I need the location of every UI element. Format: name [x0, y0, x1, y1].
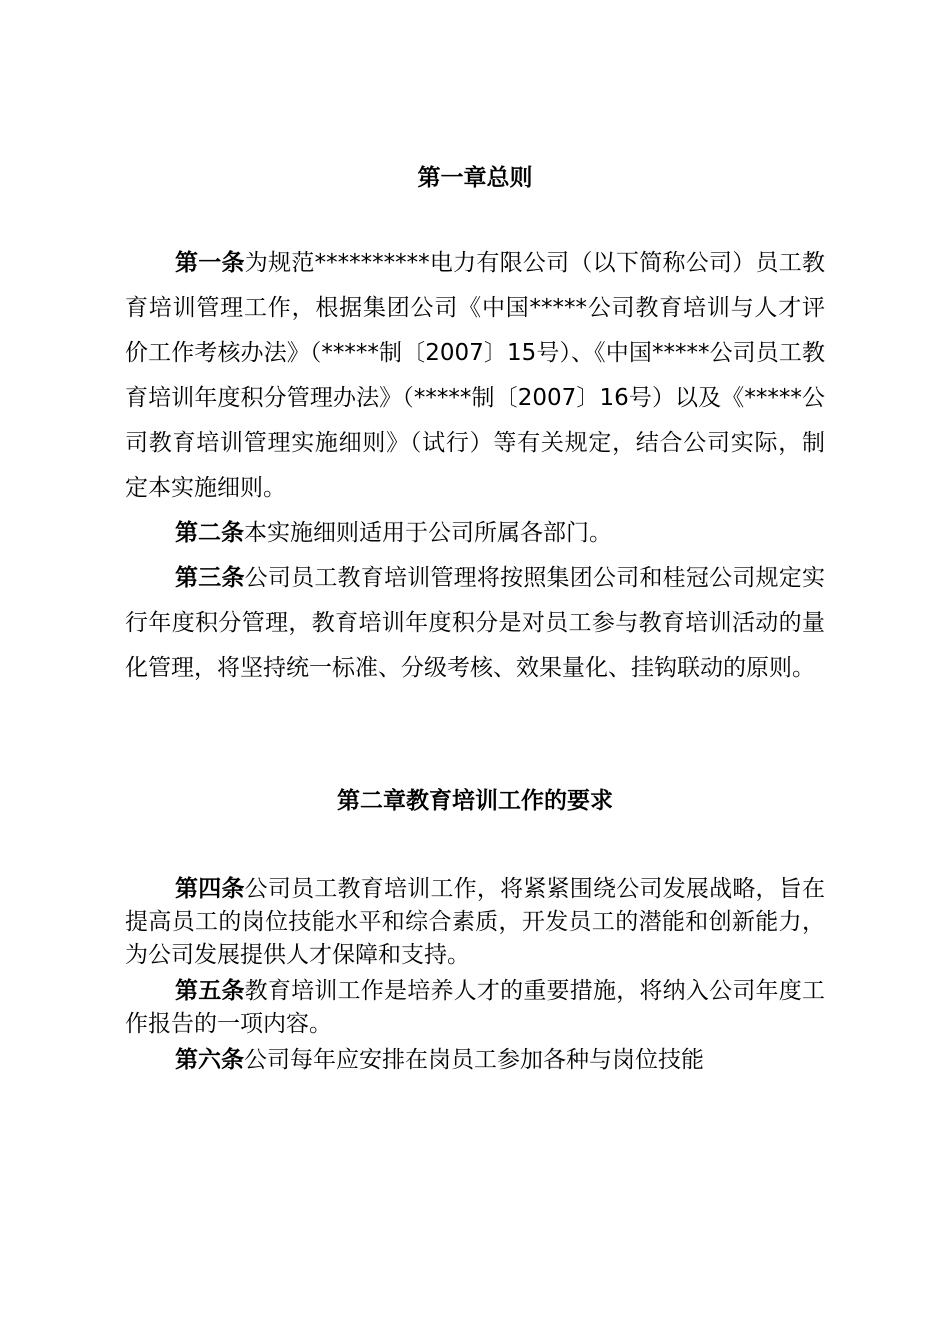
- article-2-label: 第二条: [175, 520, 244, 546]
- article-6-label: 第六条: [175, 1047, 244, 1073]
- article-5-text: 教育培训工作是培养人才的重要措施，将纳入公司年度工作报告的一项内容。: [125, 978, 826, 1037]
- article-5: [125, 975, 825, 1041]
- article-6: [125, 1044, 825, 1077]
- article-4-label: 第四条: [175, 876, 245, 902]
- chapter-2-title: 第二章教育培训工作的要求: [337, 788, 613, 814]
- article-1-label: 第一条: [175, 250, 245, 276]
- article-6-text: 公司每年应安排在岗员工参加各种与岗位技能: [244, 1047, 704, 1073]
- article-2-text: 本实施细则适用于公司所属各部门。: [244, 520, 612, 546]
- article-3-text: 公司员工教育培训管理将按照集团公司和桂冠公司规定实行年度积分管理，教育培训年度积分是对员工参与教育培训活动的量化管理，将坚持统一标准、分级考核、效果量化、挂钩联动的原则。: [125, 565, 826, 681]
- article-3-label: 第三条: [175, 565, 245, 591]
- article-4: [125, 873, 825, 972]
- article-3: [125, 556, 825, 691]
- article-1-text: 为规范**********电力有限公司（以下简称公司）员工教育培训管理工作，根据集团公司《中国*****公司教育培训与人才评价工作考核办法》（*****制〔2007〕15号）、《中国*****公司员工教育培训年度积分管理办法》（*****制〔2007〕16号）以及《*****公司教育培训管理实施细则》（试行）等有关规定，结合公司实际，制定本实施细则。: [125, 250, 826, 501]
- article-4-text: 公司员工教育培训工作，将紧紧围绕公司发展战略，旨在提高员工的岗位技能水平和综合素质，开发员工的潜能和创新能力，为公司发展提供人才保障和支持。: [125, 876, 826, 968]
- chapter-1-title: 第一章总则: [417, 165, 533, 191]
- article-5-label: 第五条: [175, 978, 245, 1004]
- article-1: [125, 241, 825, 511]
- article-2: [125, 511, 825, 556]
